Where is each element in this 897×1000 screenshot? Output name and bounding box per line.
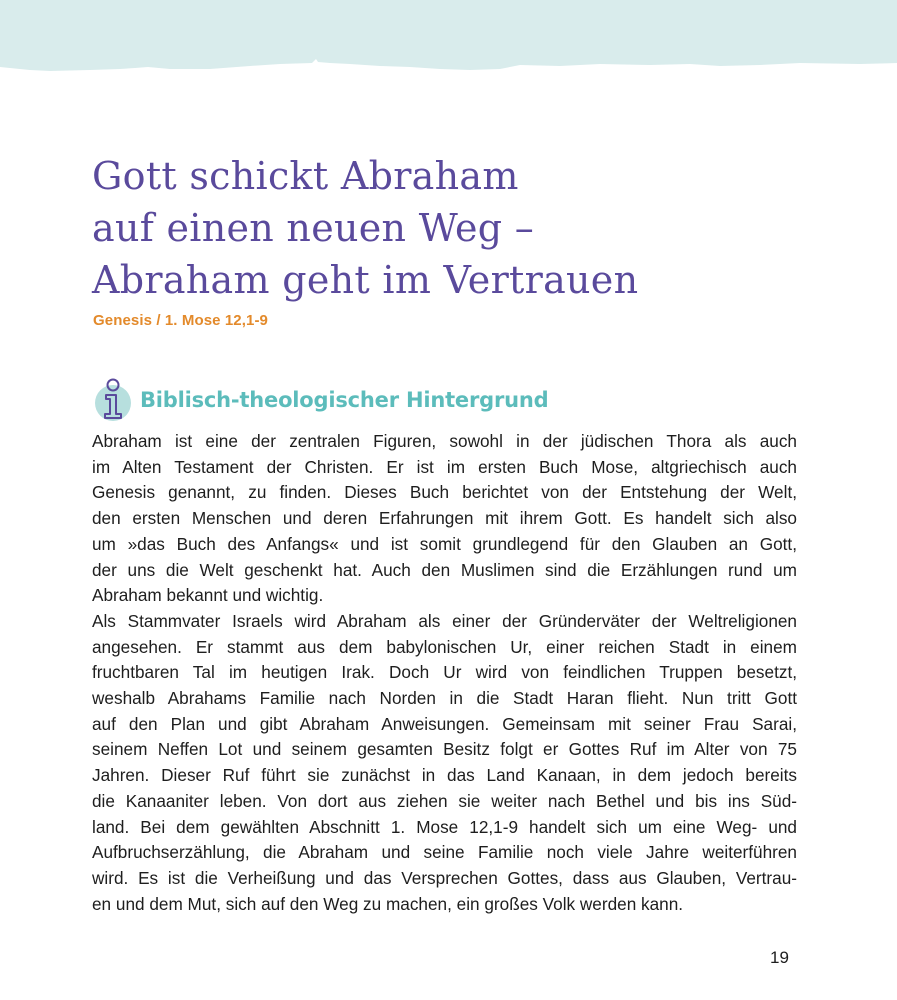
text-line: weshalb Abrahams Familie nach Norden in die Stadt Haran flieht. Nun tritt Gott (92, 688, 797, 709)
title-line-1: Gott schickt Abraham (92, 154, 519, 198)
title-line-2: auf einen neuen Weg – (92, 206, 535, 250)
paragraph-1 (92, 429, 797, 609)
text-line: der uns die Welt geschenkt hat. Auch den Muslimen sind die Erzählungen rund um (92, 559, 797, 580)
text-line: angesehen. Er stammt aus dem babylonischen Ur, einer reichen Stadt in einem (92, 636, 797, 657)
section-title: Biblisch-theologischer Hintergrund (140, 388, 549, 412)
page-number: 19 (770, 948, 789, 967)
bible-reference: Genesis / 1. Mose 12,1-9 (93, 312, 268, 329)
text-line: auf den Plan und gibt Abraham Anweisungen. Gemeinsam mit seiner Frau Sarai, (92, 713, 797, 734)
section-heading (92, 376, 548, 422)
text-line: fruchtbaren Tal im heutigen Irak. Doch Ur wird von feindlichen Truppen besetzt, (92, 662, 797, 683)
header-torn-paper-band (0, 0, 897, 80)
title-line-3: Abraham geht im Vertrauen (92, 258, 639, 302)
text-line: en und dem Mut, sich auf den Weg zu machen, ein großes Volk werden kann. (92, 893, 684, 914)
info-icon (92, 376, 134, 422)
body-text (92, 429, 797, 917)
text-line: die Kanaaniter leben. Von dort aus ziehen sie weiter nach Bethel und bis ins Süd- (92, 790, 797, 811)
page-title (92, 150, 638, 306)
text-line: Aufbruchserzählung, die Abraham und seine Familie noch viele Jahre weiterführen (92, 842, 797, 863)
text-line: wird. Es ist die Verheißung und das Versprechen Gottes, dass aus Glauben, Vertrau- (92, 867, 797, 888)
text-line: Genesis genannt, zu finden. Dieses Buch berichtet von der Entstehung der Welt, (92, 482, 797, 503)
text-line: Als Stammvater Israels wird Abraham als einer der Gründerväter der Weltreligionen (92, 610, 797, 631)
text-line: Abraham ist eine der zentralen Figuren, sowohl in der jüdischen Thora als auch (92, 431, 797, 451)
text-line: den ersten Menschen und deren Erfahrungen mit ihrem Gott. Es handelt sich also (92, 508, 797, 529)
text-line: um »das Buch des Anfangs« und ist somit grundlegend für den Glauben an Gott, (92, 533, 797, 554)
text-line: seinem Neffen Lot und seinem gesamten Besitz folgt er Gottes Ruf im Alter von 75 (92, 739, 797, 760)
text-line: land. Bei dem gewählten Abschnitt 1. Mose 12,1-9 handelt sich um eine Weg- und (92, 816, 797, 837)
text-line: Abraham bekannt und wichtig. (92, 585, 324, 606)
text-line: Jahren. Dieser Ruf führt sie zunächst in das Land Kanaan, in dem jedoch bereits (92, 765, 797, 786)
torn-paper-edge (0, 0, 897, 80)
text-line: im Alten Testament der Christen. Er ist im ersten Buch Mose, altgriechisch auch (92, 456, 797, 477)
paragraph-2 (92, 609, 797, 917)
